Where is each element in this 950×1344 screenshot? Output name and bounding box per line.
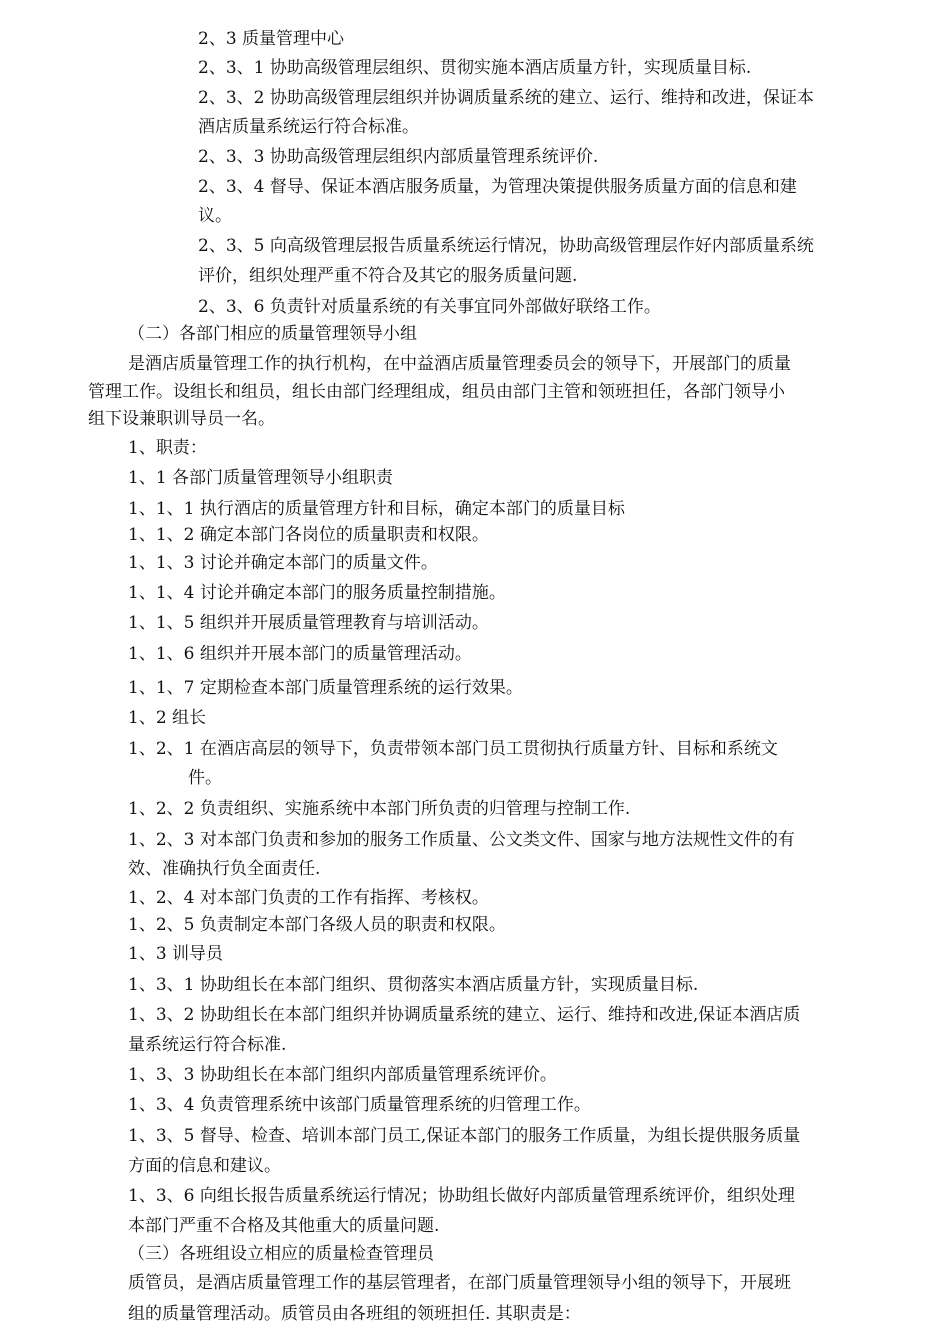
clause-1-1-6: 1、1、6 组织并开展本部门的质量管理活动。 [128, 644, 472, 664]
section-two-intro-1: 是酒店质量管理工作的执行机构，在中益酒店质量管理委员会的领导下，开展部门的质量 [128, 354, 791, 374]
clause-2-3-2-cont: 酒店质量系统运行符合标准。 [198, 117, 419, 137]
clause-1-3-4: 1、3、4 负责管理系统中该部门质量管理系统的归管理工作。 [128, 1095, 591, 1115]
clause-1-1-7: 1、1、7 定期检查本部门质量管理系统的运行效果。 [128, 678, 523, 698]
section-2-3-heading: 2、3 质量管理中心 [198, 29, 345, 49]
clause-1-3-2: 1、3、2 协助组长在本部门组织并协调质量系统的建立、运行、维持和改进,保证本酒店质 [128, 1005, 801, 1025]
clause-2-3-3: 2、3、3 协助高级管理层组织内部质量管理系统评价. [198, 147, 599, 167]
clause-1-2-1: 1、2、1 在酒店高层的领导下，负责带领本部门员工贯彻执行质量方针、目标和系统文 [128, 739, 778, 759]
clause-1-3: 1、3 训导员 [128, 944, 224, 964]
clause-2-3-1: 2、3、1 协助高级管理层组织、贯彻实施本酒店质量方针，实现质量目标. [198, 58, 752, 78]
clause-1-2: 1、2 组长 [128, 708, 207, 728]
clause-2-3-6: 2、3、6 负责针对质量系统的有关事宜同外部做好联络工作。 [198, 297, 661, 317]
clause-1-3-3: 1、3、3 协助组长在本部门组织内部质量管理系统评价。 [128, 1065, 557, 1085]
clause-1-3-5: 1、3、5 督导、检查、培训本部门员工,保证本部门的服务工作质量，为组长提供服务质量 [128, 1126, 801, 1146]
section-two-intro-3: 组下设兼职训导员一名。 [88, 409, 275, 429]
clause-1-1-4: 1、1、4 讨论并确定本部门的服务质量控制措施。 [128, 583, 506, 603]
clause-1-2-1-cont: 件。 [188, 768, 222, 788]
clause-1-2-4: 1、2、4 对本部门负责的工作有指挥、考核权。 [128, 888, 489, 908]
clause-1-3-2-cont: 量系统运行符合标准. [128, 1035, 287, 1055]
clause-1-1-3: 1、1、3 讨论并确定本部门的质量文件。 [128, 553, 438, 573]
section-two-heading: （二）各部门相应的质量管理领导小组 [128, 324, 417, 344]
clause-2-3-2: 2、3、2 协助高级管理层组织并协调质量系统的建立、运行、维持和改进，保证本 [198, 88, 814, 108]
section-three-intro-1: 质管员，是酒店质量管理工作的基层管理者，在部门质量管理领导小组的领导下，开展班 [128, 1273, 791, 1293]
section-two-intro-2: 管理工作。设组长和组员，组长由部门经理组成，组员由部门主管和领班担任，各部门领导小 [88, 382, 785, 402]
clause-1-1-2: 1、1、2 确定本部门各岗位的质量职责和权限。 [128, 525, 489, 545]
clause-1-2-2: 1、2、2 负责组织、实施系统中本部门所负责的归管理与控制工作. [128, 799, 631, 819]
clause-1-2-3: 1、2、3 对本部门负责和参加的服务工作质量、公文类文件、国家与地方法规性文件的有 [128, 830, 795, 850]
clause-1-1: 1、1 各部门质量管理领导小组职责 [128, 468, 394, 488]
clause-1-3-5-cont: 方面的信息和建议。 [128, 1156, 281, 1176]
clause-1-3-6: 1、3、6 向组长报告质量系统运行情况；协助组长做好内部质量管理系统评价，组织处理 [128, 1186, 795, 1206]
clause-1-3-6-cont: 本部门严重不合格及其他重大的质量问题. [128, 1216, 440, 1236]
duty-heading: 1、职责： [128, 438, 207, 458]
clause-1-2-3-cont: 效、准确执行负全面责任. [128, 859, 321, 879]
clause-1-2-5: 1、2、5 负责制定本部门各级人员的职责和权限。 [128, 915, 506, 935]
clause-1-1-5: 1、1、5 组织并开展质量管理教育与培训活动。 [128, 613, 489, 633]
clause-2-3-4: 2、3、4 督导、保证本酒店服务质量，为管理决策提供服务质量方面的信息和建 [198, 177, 797, 197]
section-three-intro-2: 组的质量管理活动。质管员由各班组的领班担任. 其职责是： [128, 1304, 581, 1324]
clause-1-1-1: 1、1、1 执行酒店的质量管理方针和目标，确定本部门的质量目标 [128, 499, 625, 519]
section-three-heading: （三）各班组设立相应的质量检查管理员 [128, 1244, 434, 1264]
clause-2-3-4-cont: 议。 [198, 206, 232, 226]
clause-2-3-5-cont: 评价，组织处理严重不符合及其它的服务质量问题. [198, 266, 578, 286]
clause-1-3-1: 1、3、1 协助组长在本部门组织、贯彻落实本酒店质量方针，实现质量目标. [128, 975, 699, 995]
clause-2-3-5: 2、3、5 向高级管理层报告质量系统运行情况，协助高级管理层作好内部质量系统 [198, 236, 814, 256]
